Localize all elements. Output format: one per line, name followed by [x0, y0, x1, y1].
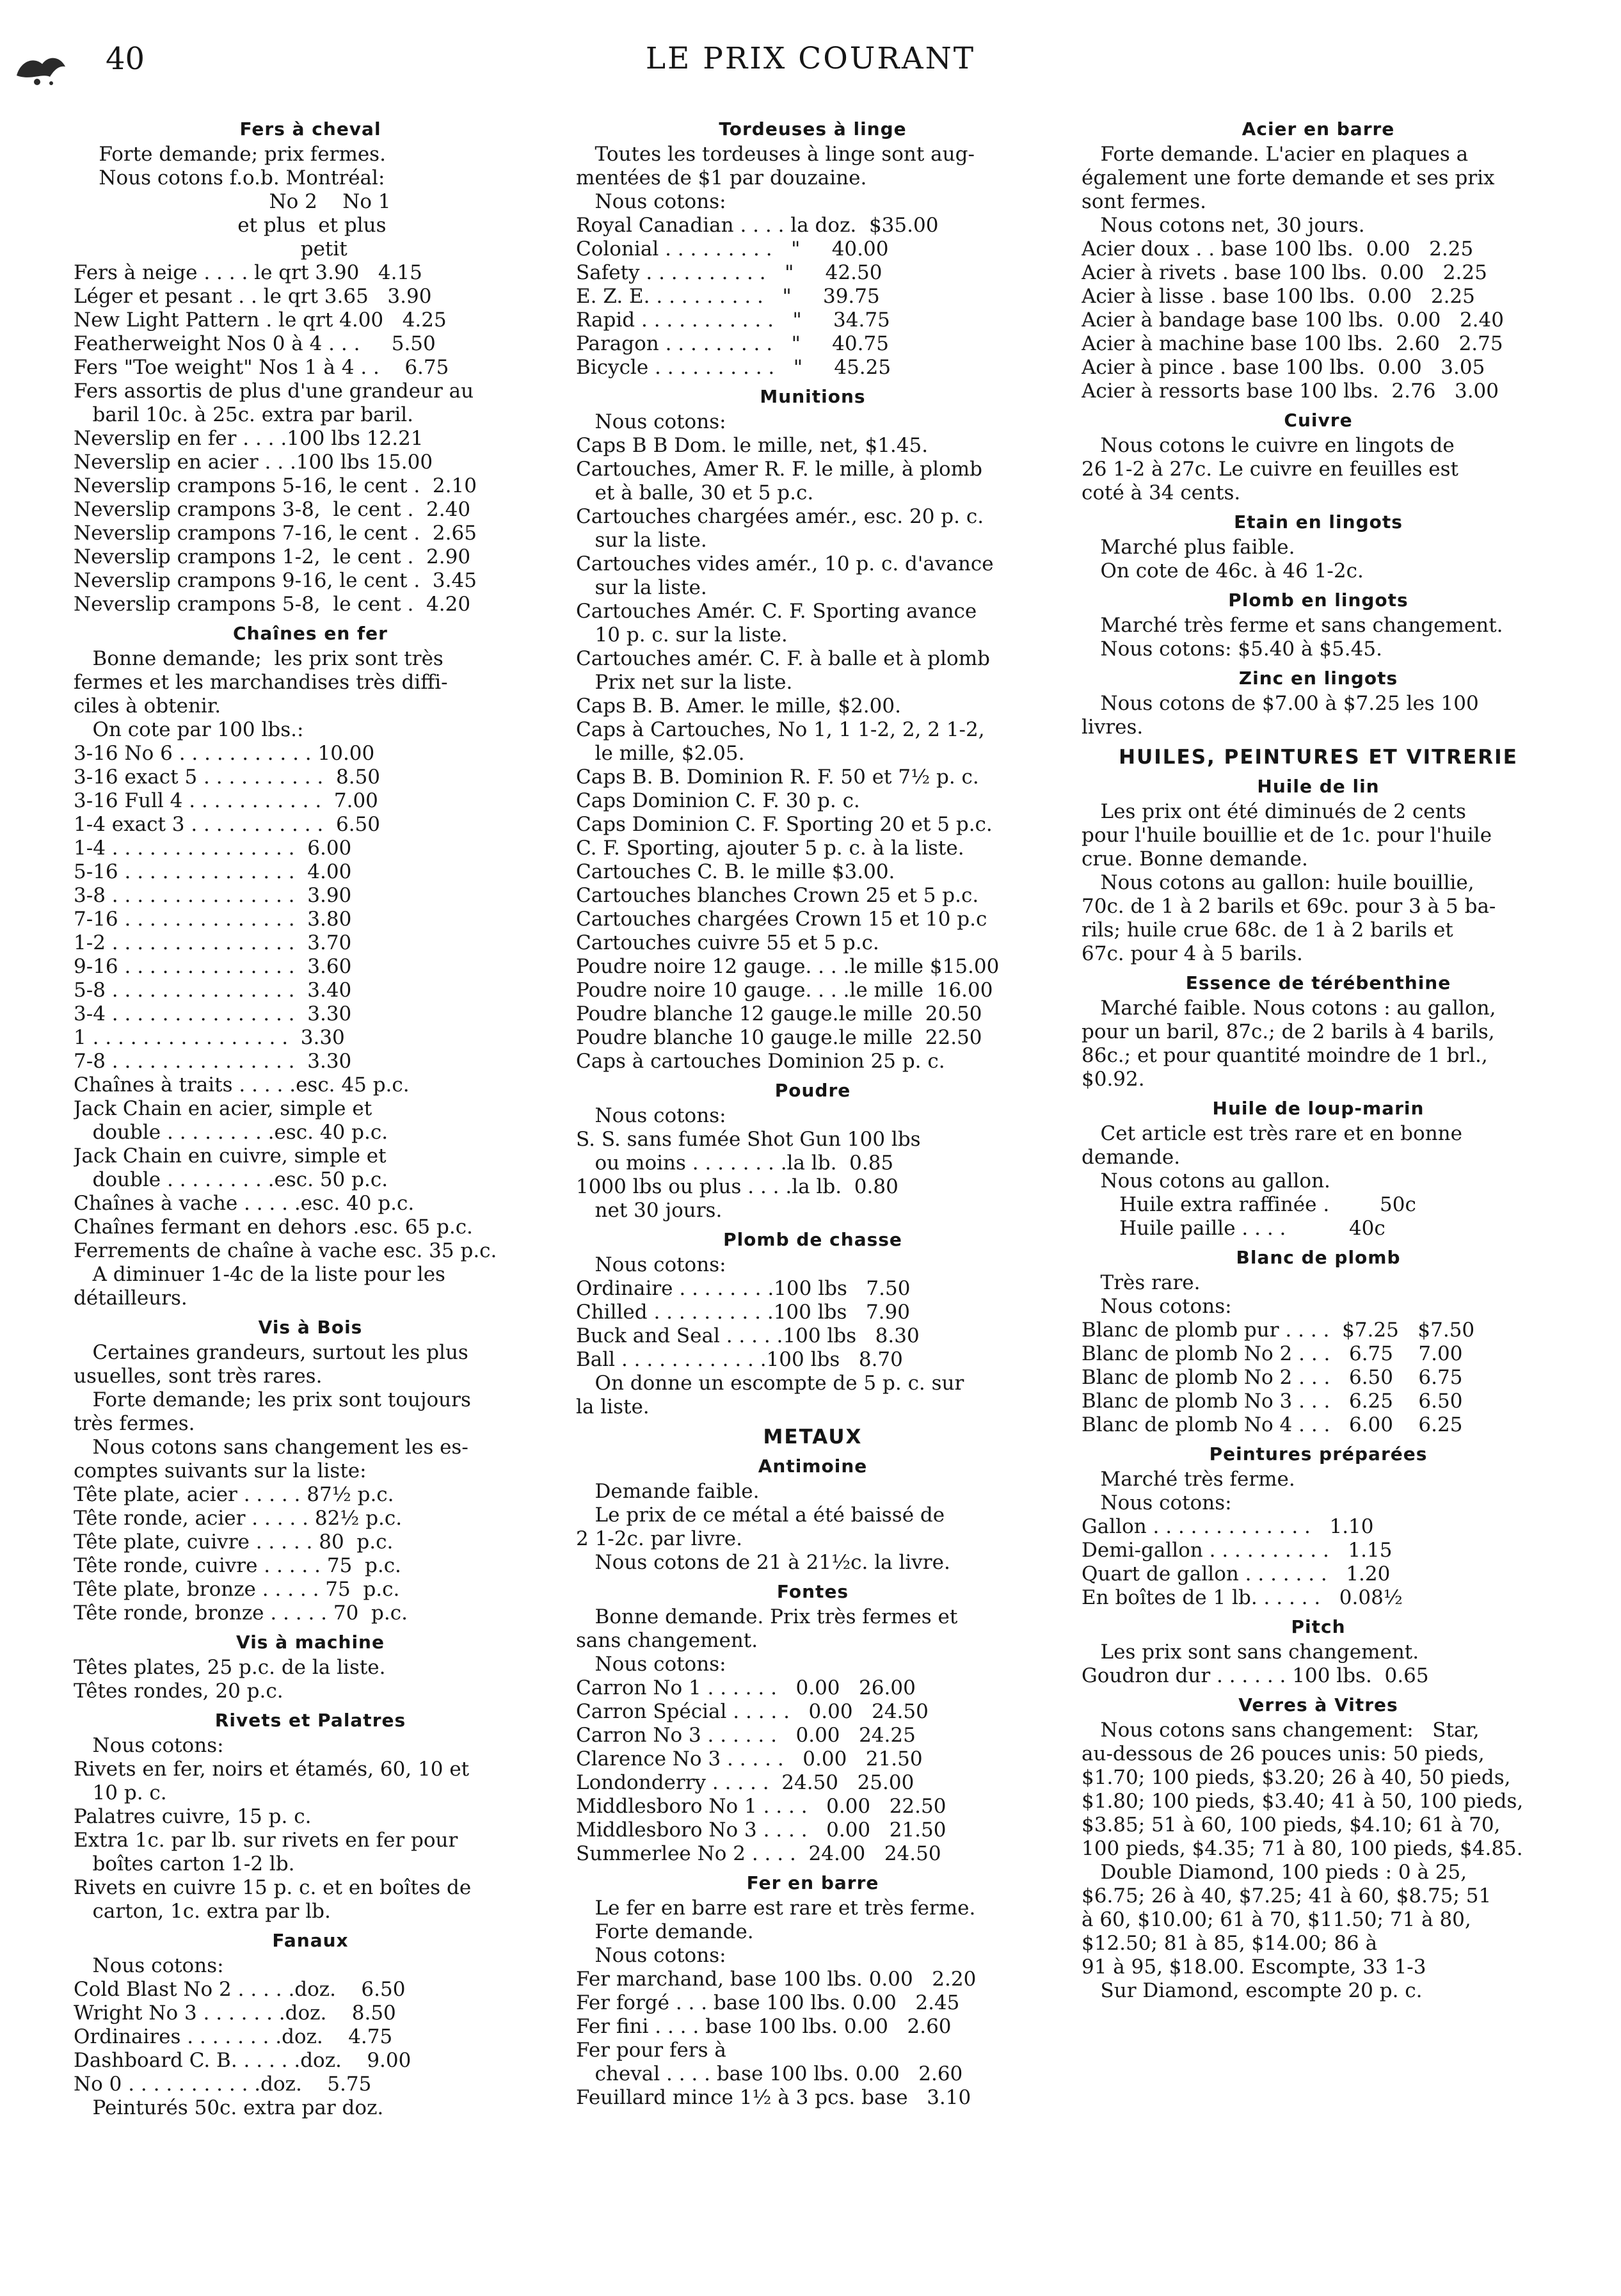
text-line: Feuillard mince 1½ à 3 pcs. base 3.10	[576, 2086, 971, 2109]
text-line: Paragon . . . . . . . . . " 40.75	[576, 332, 889, 355]
text-line: sans changement.	[576, 1629, 758, 1652]
text-line: Léger et pesant . . le qrt 3.65 3.90	[74, 285, 432, 308]
section-heading: Peintures préparées	[1209, 1443, 1428, 1465]
text-line: 3-8 . . . . . . . . . . . . . . . 3.90	[74, 884, 352, 907]
text-line: Fer marchand, base 100 lbs. 0.00 2.20	[576, 1968, 977, 1991]
text-line: Neverslip crampons 5-8, le cent . 4.20	[74, 593, 471, 616]
section-heading: Tordeuses à linge	[719, 118, 907, 140]
text-line: Têtes rondes, 20 p.c.	[74, 1680, 283, 1703]
text-line: 67c. pour 4 à 5 barils.	[1082, 942, 1303, 965]
text-line: Les prix sont sans changement.	[1082, 1641, 1419, 1664]
text-line: 7-16 . . . . . . . . . . . . . . 3.80	[74, 908, 352, 931]
text-line: 7-8 . . . . . . . . . . . . . . . 3.30	[74, 1050, 352, 1073]
text-line: Middlesboro No 3 . . . . 0.00 21.50	[576, 1818, 946, 1842]
text-line: Forte demande. L'acier en plaques a	[1082, 143, 1469, 166]
text-line: Cartouches C. B. le mille $3.00.	[576, 860, 895, 883]
section-heading: Fers à cheval	[239, 118, 381, 140]
text-line: Acier à rivets . base 100 lbs. 0.00 2.25	[1082, 261, 1487, 284]
text-line: 1-2 . . . . . . . . . . . . . . . 3.70	[74, 931, 352, 954]
text-line: Featherweight Nos 0 à 4 . . . 5.50	[74, 332, 436, 355]
text-line: 26 1-2 à 27c. Le cuivre en feuilles est	[1082, 458, 1458, 481]
text-line: Chaînes fermant en dehors .esc. 65 p.c.	[74, 1216, 473, 1239]
text-line: Prix net sur la liste.	[576, 671, 793, 694]
text-line: demande.	[1082, 1146, 1181, 1169]
text-line: Neverslip crampons 7-16, le cent . 2.65	[74, 522, 477, 545]
section-heading: Pitch	[1291, 1616, 1346, 1637]
text-line: Chaînes à traits . . . . .esc. 45 p.c.	[74, 1073, 410, 1096]
text-line: Caps B. B. Dominion R. F. 50 et 7½ p. c.	[576, 766, 979, 789]
text-line: Blanc de plomb No 3 . . . 6.25 6.50	[1082, 1390, 1463, 1413]
text-line: 3-4 . . . . . . . . . . . . . . . 3.30	[74, 1002, 352, 1025]
text-line: cheval . . . . base 100 lbs. 0.00 2.60	[576, 2062, 963, 2085]
text-line: Caps Dominion C. F. 30 p. c.	[576, 789, 860, 812]
text-line: Summerlee No 2 . . . . 24.00 24.50	[576, 1842, 941, 1865]
text-line: Middlesboro No 1 . . . . 0.00 22.50	[576, 1795, 946, 1818]
text-line: Fer pour fers à	[576, 2039, 726, 2062]
text-line: Neverslip crampons 1-2, le cent . 2.90	[74, 545, 471, 568]
section-heading: Fontes	[776, 1581, 849, 1602]
text-line: Nous cotons:	[576, 410, 726, 433]
text-line: sur la liste.	[576, 576, 707, 599]
text-line: Nous cotons le cuivre en lingots de	[1082, 434, 1455, 457]
text-line: Blanc de plomb No 4 . . . 6.00 6.25	[1082, 1413, 1463, 1436]
text-line: 5-16 . . . . . . . . . . . . . . 4.00	[74, 860, 352, 883]
text-line: Nous cotons de $7.00 à $7.25 les 100	[1082, 692, 1479, 715]
text-line: 2 1-2c. par livre.	[576, 1527, 742, 1550]
text-line: Colonial . . . . . . . . . " 40.00	[576, 237, 889, 261]
text-line: Carron No 1 . . . . . . 0.00 26.00	[576, 1676, 916, 1699]
text-line: 1 . . . . . . . . . . . . . . . . 3.30	[74, 1026, 345, 1049]
text-line: $12.50; 81 à 85, $14.00; 86 à	[1082, 1932, 1378, 1955]
text-line: Double Diamond, 100 pieds : 0 à 25,	[1082, 1861, 1467, 1884]
text-line: Nous cotons sans changement: Star,	[1082, 1719, 1480, 1742]
text-line: Fer fini . . . . base 100 lbs. 0.00 2.60	[576, 2015, 952, 2038]
section-heading: Cuivre	[1284, 410, 1353, 431]
section-heading: Fanaux	[272, 1930, 349, 1951]
text-line: Carron No 3 . . . . . . 0.00 24.25	[576, 1724, 916, 1747]
text-line: Londonderry . . . . . 24.50 25.00	[576, 1771, 914, 1794]
text-line: Caps à cartouches Dominion 25 p. c.	[576, 1050, 945, 1073]
text-line: Acier à pince . base 100 lbs. 0.00 3.05	[1082, 356, 1485, 379]
text-line: Neverslip crampons 5-16, le cent . 2.10	[74, 474, 477, 497]
text-line: baril 10c. à 25c. extra par baril.	[74, 403, 414, 426]
text-line: Acier à machine base 100 lbs. 2.60 2.75	[1082, 332, 1503, 355]
text-line: Certaines grandeurs, surtout les plus	[74, 1341, 468, 1364]
text-line: 1-4 . . . . . . . . . . . . . . . 6.00	[74, 837, 352, 860]
text-line: Acier doux . . base 100 lbs. 0.00 2.25	[1082, 237, 1474, 261]
section-heading: Fer en barre	[746, 1872, 879, 1893]
text-line: Acier à lisse . base 100 lbs. 0.00 2.25	[1082, 285, 1475, 308]
text-line: Toutes les tordeuses à linge sont aug-	[576, 143, 975, 166]
text-line: Demande faible.	[576, 1480, 760, 1503]
text-line: Forte demande; les prix sont toujours	[74, 1388, 471, 1411]
text-line: Cet article est très rare et en bonne	[1082, 1122, 1462, 1145]
text-line: Neverslip en acier . . .100 lbs 15.00	[74, 451, 433, 474]
text-line: Nous cotons:	[576, 1944, 726, 1967]
text-line: rils; huile crue 68c. de 1 à 2 barils et	[1082, 919, 1453, 942]
text-line: Nous cotons:	[576, 1104, 726, 1127]
text-line: En boîtes de 1 lb. . . . . . 0.08½	[1082, 1586, 1403, 1609]
text-line: Nous cotons: $5.40 à $5.45.	[1082, 638, 1382, 661]
text-line: Chaînes à vache . . . . .esc. 40 p.c.	[74, 1192, 415, 1215]
text-line: Tête ronde, acier . . . . . 82½ p.c.	[74, 1507, 403, 1530]
text-line: Bonne demande; les prix sont très	[74, 647, 443, 670]
text-line: Ordinaire . . . . . . . .100 lbs 7.50	[576, 1277, 911, 1300]
text-line: crue. Bonne demande.	[1082, 847, 1308, 871]
text-line: Rapid . . . . . . . . . . . " 34.75	[576, 309, 890, 332]
text-line: $3.85; 51 à 60, 100 pieds, $4.10; 61 à 70,	[1082, 1813, 1501, 1836]
text-line: Marché plus faible.	[1082, 536, 1295, 559]
text-line: Neverslip crampons 9-16, le cent . 3.45	[74, 569, 477, 592]
section-heading: Plomb en lingots	[1228, 590, 1409, 611]
text-line: Nous cotons au gallon.	[1082, 1169, 1330, 1192]
text-line: 86c.; et pour quantité moindre de 1 brl.,	[1082, 1044, 1488, 1067]
text-line: Acier à ressorts base 100 lbs. 2.76 3.00	[1082, 380, 1499, 403]
text-line: Cartouches chargées amér., esc. 20 p. c.	[576, 505, 984, 528]
text-line: Quart de gallon . . . . . . . 1.20	[1082, 1562, 1391, 1586]
text-line: et à balle, 30 et 5 p.c.	[576, 481, 814, 504]
text-line: 100 pieds, $4.35; 71 à 80, 100 pieds, $4.85.	[1082, 1837, 1523, 1860]
text-line: Marché faible. Nous cotons : au gallon,	[1082, 997, 1496, 1020]
text-line: également une forte demande et ses prix	[1082, 166, 1495, 189]
text-line: Neverslip en fer . . . .100 lbs 12.21	[74, 427, 424, 450]
section-heading: Poudre	[774, 1080, 851, 1101]
text-line: Tête plate, bronze . . . . . 75 p.c.	[74, 1578, 400, 1601]
text-line: fermes et les marchandises très diffi-	[74, 671, 448, 694]
text-line: le mille, $2.05.	[576, 742, 745, 765]
text-line: Poudre noire 12 gauge. . . .le mille $15.00	[576, 955, 1000, 978]
text-line: Blanc de plomb pur . . . . $7.25 $7.50	[1082, 1319, 1475, 1342]
text-line: Poudre noire 10 gauge. . . .le mille 16.00	[576, 979, 993, 1002]
text-line: Ordinaires . . . . . . . .doz. 4.75	[74, 2025, 393, 2048]
column-middle	[576, 112, 1050, 2110]
text-line: Ball . . . . . . . . . . . .100 lbs 8.70	[576, 1348, 903, 1371]
text-line: Huile paille . . . . 40c	[1082, 1217, 1385, 1240]
column-right	[1082, 112, 1555, 2003]
text-line: Cartouches, Amer R. F. le mille, à plomb	[576, 458, 982, 481]
text-line: 1000 lbs ou plus . . . .la lb. 0.80	[576, 1175, 898, 1198]
section-heading: Huile de loup-marin	[1212, 1098, 1425, 1119]
text-line: Fers "Toe weight" Nos 1 à 4 . . 6.75	[74, 356, 449, 379]
text-line: Jack Chain en cuivre, simple et	[74, 1144, 387, 1168]
section-heading-major: HUILES, PEINTURES ET VITRERIE	[1119, 746, 1518, 769]
text-line: Fers assortis de plus d'une grandeur au	[74, 380, 474, 403]
text-line: Chilled . . . . . . . . . .100 lbs 7.90	[576, 1301, 910, 1324]
text-line: C. F. Sporting, ajouter 5 p. c. à la liste.	[576, 837, 964, 860]
text-line: 10 p. c.	[74, 1781, 167, 1804]
text-line: Caps Dominion C. F. Sporting 20 et 5 p.c.	[576, 813, 993, 836]
text-line: double . . . . . . . . .esc. 50 p.c.	[74, 1168, 388, 1191]
text-line: Caps B B Dom. le mille, net, $1.45.	[576, 434, 929, 457]
text-line: Têtes plates, 25 p.c. de la liste.	[74, 1656, 386, 1679]
text-line: Nous cotons:	[576, 1253, 726, 1276]
text-line: Rivets en fer, noirs et étamés, 60, 10 et	[74, 1758, 470, 1781]
text-line: Forte demande.	[576, 1920, 754, 1943]
section-heading: Verres à Vitres	[1238, 1694, 1398, 1715]
text-line: Poudre blanche 10 gauge.le mille 22.50	[576, 1026, 982, 1049]
text-line: Cartouches chargées Crown 15 et 10 p.c	[576, 908, 987, 931]
text-line: E. Z. E. . . . . . . . . . " 39.75	[576, 285, 880, 308]
section-heading: Chaînes en fer	[233, 623, 388, 644]
text-line: Tête plate, cuivre . . . . . 80 p.c.	[74, 1530, 394, 1553]
column-left	[74, 112, 547, 2120]
text-line: Buck and Seal . . . . .100 lbs 8.30	[576, 1324, 920, 1347]
text-line: détailleurs.	[74, 1287, 188, 1310]
text-line: Nous cotons f.o.b. Montréal:	[74, 166, 385, 189]
text-line: Bonne demande. Prix très fermes et	[576, 1605, 958, 1628]
text-line: Nous cotons:	[74, 1954, 224, 1977]
text-line: Palatres cuivre, 15 p. c.	[74, 1805, 312, 1828]
text-line: livres.	[1082, 716, 1144, 739]
text-line: No 0 . . . . . . . . . . .doz. 5.75	[74, 2073, 372, 2096]
section-heading: Plomb de chasse	[723, 1229, 902, 1250]
text-line: No 2 No 1	[74, 190, 391, 213]
text-line: sur la liste.	[576, 529, 707, 552]
text-line: $1.80; 100 pieds, $3.40; 41 à 50, 100 pieds,	[1082, 1790, 1524, 1813]
text-line: usuelles, sont très rares.	[74, 1365, 323, 1388]
text-line: Cartouches vides amér., 10 p. c. d'avance	[576, 552, 994, 575]
text-line: Nous cotons de 21 à 21½c. la livre.	[576, 1551, 950, 1574]
text-line: la liste.	[576, 1395, 650, 1418]
text-line: Forte demande; prix fermes.	[74, 143, 386, 166]
text-line: et plus et plus	[74, 214, 387, 237]
section-heading-major: METAUX	[763, 1425, 863, 1449]
section-heading: Munitions	[760, 386, 866, 407]
text-line: Les prix ont été diminués de 2 cents	[1082, 800, 1466, 823]
text-line: On donne un escompte de 5 p. c. sur	[576, 1372, 964, 1395]
text-line: Extra 1c. par lb. sur rivets en fer pour	[74, 1829, 458, 1852]
text-line: Nous cotons:	[576, 1653, 726, 1676]
section-heading: Essence de térébenthine	[1185, 972, 1451, 993]
text-line: Demi-gallon . . . . . . . . . . 1.15	[1082, 1539, 1393, 1562]
text-line: Nous cotons:	[74, 1734, 224, 1757]
text-line: Sur Diamond, escompte 20 p. c.	[1082, 1979, 1423, 2002]
text-line: Poudre blanche 12 gauge.le mille 20.50	[576, 1002, 982, 1025]
text-line: Rivets en cuivre 15 p. c. et en boîtes de	[74, 1876, 472, 1899]
text-line: $0.92.	[1082, 1068, 1145, 1091]
text-line: net 30 jours.	[576, 1199, 723, 1222]
section-heading: Antimoine	[758, 1456, 868, 1477]
text-line: Caps B. B. Amer. le mille, $2.00.	[576, 694, 901, 718]
text-line: à 60, $10.00; 61 à 70, $11.50; 71 à 80,	[1082, 1908, 1471, 1931]
text-line: Clarence No 3 . . . . . 0.00 21.50	[576, 1747, 923, 1770]
text-line: Le fer en barre est rare et très ferme.	[576, 1897, 976, 1920]
text-line: Royal Canadian . . . . la doz. $35.00	[576, 214, 939, 237]
text-line: Nous cotons:	[1082, 1491, 1232, 1514]
text-line: Cartouches amér. C. F. à balle et à plomb	[576, 647, 990, 670]
section-heading: Rivets et Palatres	[214, 1710, 406, 1731]
text-line: Peinturés 50c. extra par doz.	[74, 2096, 384, 2119]
text-line: 70c. de 1 à 2 barils et 69c. pour 3 à 5 ba-	[1082, 895, 1496, 918]
text-line: Safety . . . . . . . . . . " 42.50	[576, 261, 882, 284]
text-line: ciles à obtenir.	[74, 694, 221, 718]
text-line: mentées de $1 par douzaine.	[576, 166, 867, 189]
text-line: Nous cotons net, 30 jours.	[1082, 214, 1365, 237]
text-line: Cartouches cuivre 55 et 5 p.c.	[576, 931, 879, 954]
text-line: Nous cotons sans changement les es-	[74, 1436, 468, 1459]
text-line: pour un baril, 87c.; de 2 barils à 4 barils,	[1082, 1020, 1495, 1043]
text-line: carton, 1c. extra par lb.	[74, 1900, 331, 1923]
text-line: Fer forgé . . . base 100 lbs. 0.00 2.45	[576, 1991, 960, 2014]
text-line: On cote de 46c. à 46 1-2c.	[1082, 559, 1364, 582]
text-line: double . . . . . . . . .esc. 40 p.c.	[74, 1121, 388, 1144]
text-line: S. S. sans fumée Shot Gun 100 lbs	[576, 1128, 921, 1151]
text-line: A diminuer 1-4c de la liste pour les	[74, 1263, 445, 1286]
text-line: petit	[74, 237, 347, 261]
text-line: très fermes.	[74, 1412, 195, 1435]
text-line: $6.75; 26 à 40, $7.25; 41 à 60, $8.75; 51	[1082, 1884, 1492, 1907]
text-line: Cartouches Amér. C. F. Sporting avance	[576, 600, 977, 623]
text-line: Le prix de ce métal a été baissé de	[576, 1504, 945, 1527]
text-line: $1.70; 100 pieds, $3.20; 26 à 40, 50 pieds,	[1082, 1766, 1511, 1789]
text-line: Très rare.	[1082, 1271, 1201, 1294]
text-line: Caps à Cartouches, No 1, 1 1-2, 2, 2 1-2,	[576, 718, 985, 741]
text-line: boîtes carton 1-2 lb.	[74, 1852, 295, 1875]
text-line: Nous cotons au gallon: huile bouillie,	[1082, 871, 1474, 894]
text-line: ou moins . . . . . . . .la lb. 0.85	[576, 1152, 894, 1175]
text-line: Tête ronde, bronze . . . . . 70 p.c.	[74, 1602, 408, 1625]
text-line: Marché très ferme et sans changement.	[1082, 614, 1503, 637]
text-line: comptes suivants sur la liste:	[74, 1459, 367, 1482]
text-line: Goudron dur . . . . . . 100 lbs. 0.65	[1082, 1664, 1429, 1687]
text-line: Huile extra raffinée . 50c	[1082, 1193, 1416, 1216]
text-line: New Light Pattern . le qrt 4.00 4.25	[74, 309, 447, 332]
section-heading: Acier en barre	[1242, 118, 1395, 140]
text-line: 10 p. c. sur la liste.	[576, 623, 788, 646]
text-line: 3-16 Full 4 . . . . . . . . . . . 7.00	[74, 789, 378, 812]
text-line: 91 à 95, $18.00. Escompte, 33 1-3	[1082, 1955, 1426, 1979]
text-line: Carron Spécial . . . . . 0.00 24.50	[576, 1700, 929, 1723]
text-line: coté à 34 cents.	[1082, 481, 1241, 504]
text-line: Ferrements de chaîne à vache esc. 35 p.c.	[74, 1239, 497, 1262]
text-line: pour l'huile bouillie et de 1c. pour l'huile	[1082, 824, 1492, 847]
text-line: Nous cotons:	[576, 190, 726, 213]
page-number: 40	[106, 41, 145, 77]
section-heading: Zinc en lingots	[1238, 668, 1398, 689]
text-line: 3-16 exact 5 . . . . . . . . . . 8.50	[74, 766, 381, 789]
text-line: Cold Blast No 2 . . . . .doz. 6.50	[74, 1978, 406, 2001]
text-line: Cartouches blanches Crown 25 et 5 p.c.	[576, 884, 979, 907]
text-line: Dashboard C. B. . . . . .doz. 9.00	[74, 2049, 411, 2072]
text-line: Jack Chain en acier, simple et	[74, 1097, 372, 1120]
text-line: 5-8 . . . . . . . . . . . . . . . 3.40	[74, 979, 352, 1002]
text-line: Bicycle . . . . . . . . . . " 45.25	[576, 356, 891, 379]
text-line: On cote par 100 lbs.:	[74, 718, 304, 741]
text-line: Tête plate, acier . . . . . 87½ p.c.	[74, 1483, 394, 1506]
section-heading: Vis à Bois	[258, 1317, 363, 1338]
journal-title: LE PRIX COURANT	[645, 41, 976, 76]
section-heading: Blanc de plomb	[1236, 1247, 1401, 1268]
text-line: Wright No 3 . . . . . . .doz. 8.50	[74, 2002, 396, 2025]
section-heading: Huile de lin	[1257, 776, 1380, 797]
text-line: Gallon . . . . . . . . . . . . . 1.10	[1082, 1515, 1374, 1538]
text-line: sont fermes.	[1082, 190, 1206, 213]
text-line: Neverslip crampons 3-8, le cent . 2.40	[74, 498, 471, 521]
text-line: Acier à bandage base 100 lbs. 0.00 2.40	[1082, 309, 1504, 332]
text-line: Blanc de plomb No 2 . . . 6.75 7.00	[1082, 1342, 1463, 1365]
text-line: Tête ronde, cuivre . . . . . 75 p.c.	[74, 1554, 401, 1577]
section-heading: Vis à machine	[236, 1632, 385, 1653]
text-line: Nous cotons:	[1082, 1295, 1232, 1318]
text-line: Blanc de plomb No 2 . . . 6.50 6.75	[1082, 1366, 1463, 1389]
text-line: 9-16 . . . . . . . . . . . . . . 3.60	[74, 955, 352, 978]
text-line: Marché très ferme.	[1082, 1468, 1295, 1491]
text-line: au-dessous de 26 pouces unis: 50 pieds,	[1082, 1742, 1485, 1765]
text-line: Fers à neige . . . . le qrt 3.90 4.15	[74, 261, 422, 284]
text-line: 3-16 No 6 . . . . . . . . . . . 10.00	[74, 742, 375, 765]
section-heading: Etain en lingots	[1234, 511, 1403, 533]
text-line: 1-4 exact 3 . . . . . . . . . . . 6.50	[74, 813, 381, 836]
